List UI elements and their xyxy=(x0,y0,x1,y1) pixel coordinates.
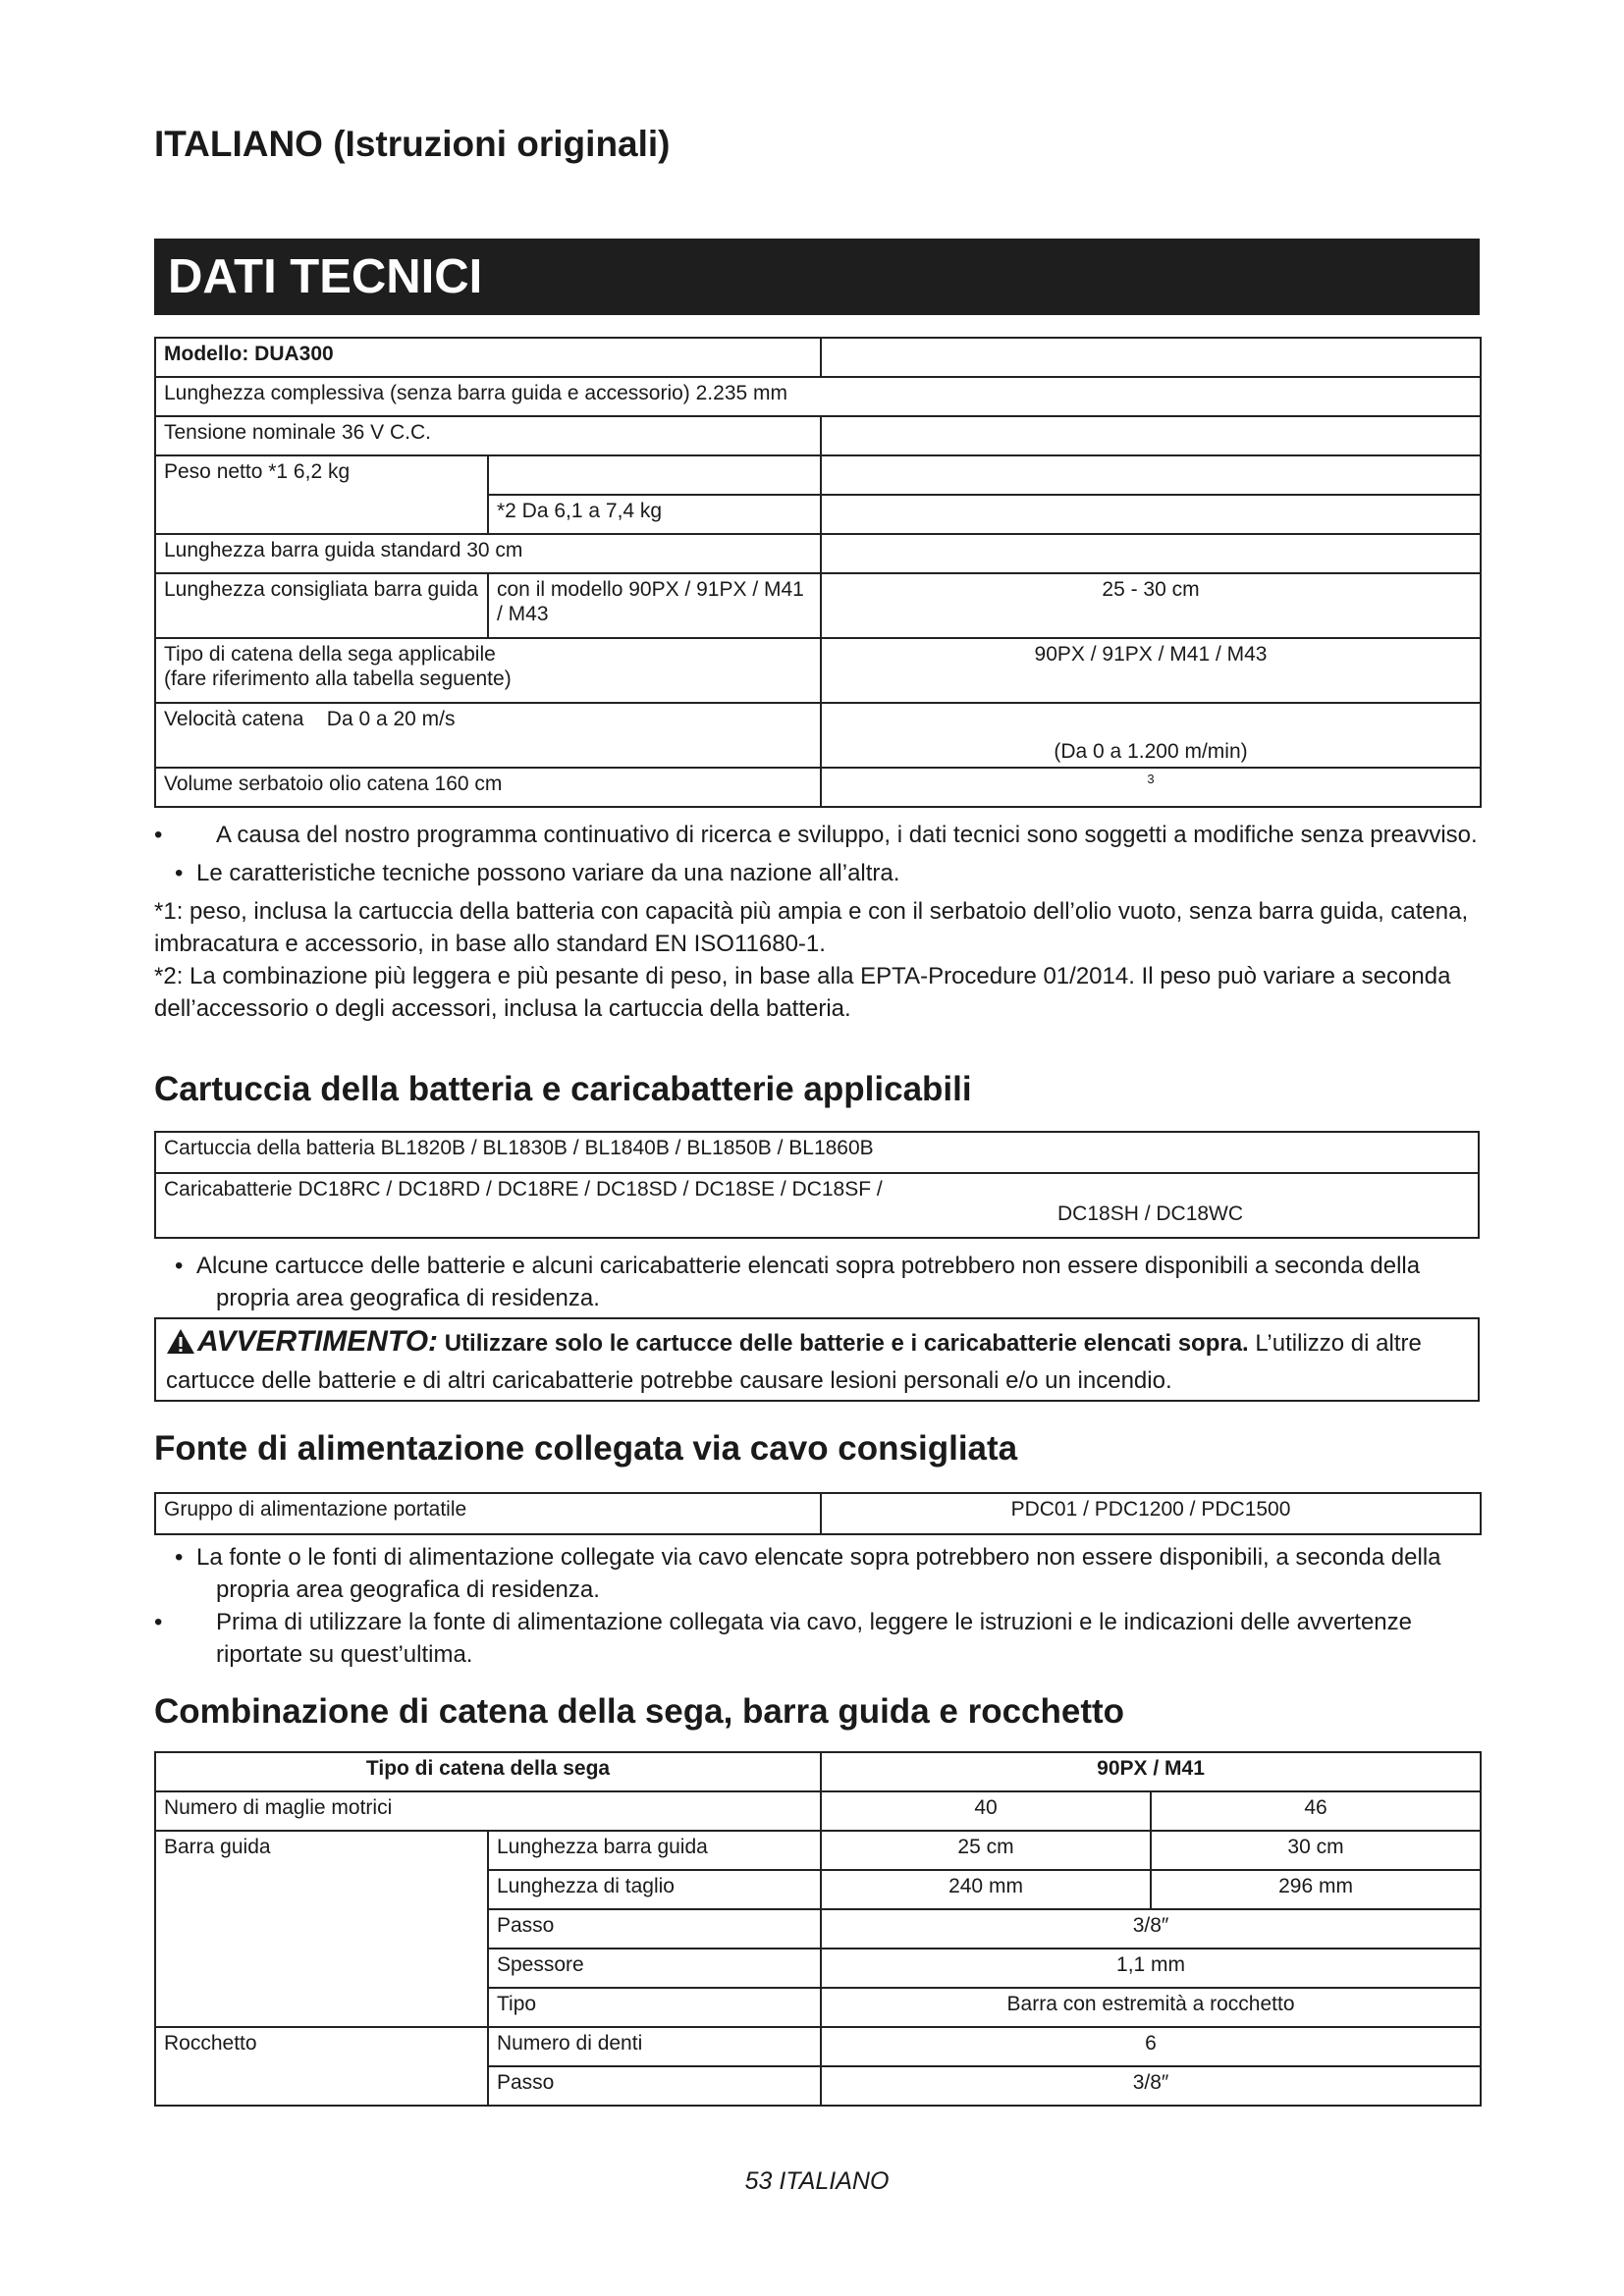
voltage-value-cell xyxy=(821,416,1481,455)
power-note-1: • La fonte o le fonti di alimentazione collegate via cavo elencate sopra potrebbero non essere disponibili, a seconda della propria area geografica di residenza. xyxy=(154,1541,1480,1606)
combo-heading: Combinazione di catena della sega, barra guida e rocchetto xyxy=(154,1692,1125,1731)
bar-length-label-cell: Lunghezza barra guida xyxy=(488,1831,821,1870)
teeth-value-cell: 6 xyxy=(821,2027,1481,2066)
model-value-cell xyxy=(821,338,1481,377)
links-label-cell: Numero di maglie motrici xyxy=(155,1791,821,1831)
chain-speed-label: Velocità catena xyxy=(164,708,304,730)
cut-length-b-cell: 296 mm xyxy=(1151,1870,1481,1909)
battery-note: • Alcune cartucce delle batterie e alcuni caricabatterie elencati sopra potrebbero non essere disponibili a seconda della propria area geografica di residenza. xyxy=(154,1250,1480,1314)
chain-speed-cell xyxy=(155,703,821,768)
cut-length-label-cell: Lunghezza di taglio xyxy=(488,1870,821,1909)
std-bar-cell: Lunghezza barra guida standard 30 cm xyxy=(155,534,821,573)
cut-length-a-cell: 240 mm xyxy=(821,1870,1151,1909)
charger-line-1: Caricabatterie DC18RC / DC18RD / DC18RE / DC18SD / DC18SE / DC18SF / xyxy=(164,1178,883,1201)
chain-speed-value: Da 0 a 20 m/s xyxy=(326,708,456,730)
bar-length-b-cell: 30 cm xyxy=(1151,1831,1481,1870)
specs-banner: DATI TECNICI xyxy=(154,239,1480,315)
type-value-cell: Barra con estremità a rocchetto xyxy=(821,1988,1481,2027)
weight-cell: Peso netto *1 6,2 kg xyxy=(155,455,488,534)
gauge-label-cell: Spessore xyxy=(488,1949,821,1988)
warning-box xyxy=(154,1317,1480,1402)
warning-rest: L’utilizzo di altre cartucce delle batterie e di altri caricabatterie potrebbe causare lesioni personali e/o un incendio. xyxy=(166,1330,1422,1394)
weight-value-cell xyxy=(821,455,1481,495)
rec-bar-model-cell: con il modello 90PX / 91PX / M41 / M43 xyxy=(488,573,821,638)
spec-note-2: • Le caratteristiche tecniche possono variare da una nazione all’altra. xyxy=(154,857,1480,889)
model-cell: Modello: DUA300 xyxy=(155,338,821,377)
links-b-cell: 46 xyxy=(1151,1791,1481,1831)
length-cell: Lunghezza complessiva (senza barra guida e accessorio) 2.235 mm xyxy=(155,377,1481,416)
weight2-value-cell xyxy=(821,495,1481,534)
spec-note-1: • A causa del nostro programma continuativo di ricerca e sviluppo, i dati tecnici sono soggetti a modifiche senza preavviso. xyxy=(154,819,1480,851)
combo-table xyxy=(154,1751,1482,2107)
bullet-icon: • xyxy=(154,822,163,848)
voltage-cell: Tensione nominale 36 V C.C. xyxy=(155,416,821,455)
power-label-cell: Gruppo di alimentazione portatile xyxy=(155,1493,821,1534)
combo-head-type: Tipo di catena della sega xyxy=(155,1752,821,1791)
battery-charger-cell xyxy=(155,1173,1479,1238)
combo-head-model: 90PX / M41 xyxy=(821,1752,1481,1791)
type-label-cell: Tipo xyxy=(488,1988,821,2027)
charger-line-2: DC18SH / DC18WC xyxy=(1057,1202,1244,1225)
sprocket-pitch-value-cell: 3/8″ xyxy=(821,2066,1481,2106)
specs-table xyxy=(154,337,1482,808)
gauge-value-cell: 1,1 mm xyxy=(821,1949,1481,1988)
oil-tank-cell: Volume serbatoio olio catena 160 cm xyxy=(155,768,821,807)
power-table xyxy=(154,1492,1482,1535)
pitch-value-cell: 3/8″ xyxy=(821,1909,1481,1949)
chain-speed-alt-cell: (Da 0 a 1.200 m/min) xyxy=(821,703,1481,768)
chain-type-note: (fare riferimento alla tabella seguente) xyxy=(164,667,512,690)
bullet-icon: • xyxy=(154,1609,163,1635)
bar-label-cell: Barra guida xyxy=(155,1831,488,2027)
sprocket-label-cell: Rocchetto xyxy=(155,2027,488,2106)
chain-type-label: Tipo di catena della sega applicabile xyxy=(164,643,496,666)
power-notes xyxy=(154,1541,1480,1671)
power-heading: Fonte di alimentazione collegata via cavo consigliata xyxy=(154,1429,1018,1468)
rec-bar-value-cell: 25 - 30 cm xyxy=(821,573,1481,638)
weight2-cell: *2 Da 6,1 a 7,4 kg xyxy=(488,495,821,534)
battery-notes xyxy=(154,1250,1480,1314)
teeth-label-cell: Numero di denti xyxy=(488,2027,821,2066)
battery-cartridge-cell: Cartuccia della batteria BL1820B / BL1830B / BL1840B / BL1850B / BL1860B xyxy=(155,1132,1479,1173)
oil-tank-sup-cell: 3 xyxy=(821,768,1481,807)
specs-notes xyxy=(154,819,1480,1025)
bullet-icon: • xyxy=(175,860,184,886)
bullet-icon: • xyxy=(175,1544,184,1571)
bar-length-a-cell: 25 cm xyxy=(821,1831,1151,1870)
chain-type-cell xyxy=(155,638,821,703)
warning-strong: Utilizzare solo le cartucce delle batterie e i caricabatterie elencati sopra. xyxy=(444,1330,1249,1357)
rec-bar-label-cell: Lunghezza consigliata barra guida xyxy=(155,573,488,638)
battery-table xyxy=(154,1131,1480,1239)
bullet-icon: • xyxy=(175,1253,184,1279)
footnote-2: *2: La combinazione più leggera e più pesante di peso, in base alla EPTA-Procedure 01/2014. Il peso può variare a seconda dell’accessorio o degli accessori, inclusa la cartuccia della batteria. xyxy=(154,963,1451,1022)
std-bar-value-cell xyxy=(821,534,1481,573)
footnote-1: *1: peso, inclusa la cartuccia della batteria con capacità più ampia e con il serbatoio dell’olio vuoto, senza barra guida, catena, imbracatura e accessorio, in base allo standard EN ISO11680-1. xyxy=(154,898,1469,957)
power-value-cell: PDC01 / PDC1200 / PDC1500 xyxy=(821,1493,1481,1534)
battery-heading: Cartuccia della batteria e caricabatterie applicabili xyxy=(154,1070,972,1108)
chain-type-value-cell: 90PX / 91PX / M41 / M43 xyxy=(821,638,1481,703)
warning-triangle-icon xyxy=(166,1328,195,1364)
power-note-2: • Prima di utilizzare la fonte di alimentazione collegata via cavo, leggere le istruzioni e le indicazioni delle avvertenze riportate su quest’ultima. xyxy=(154,1606,1480,1671)
sprocket-pitch-label-cell: Passo xyxy=(488,2066,821,2106)
page-title: ITALIANO (Istruzioni originali) xyxy=(154,124,671,164)
weight-empty-cell xyxy=(488,455,821,495)
page-footer: 53 ITALIANO xyxy=(744,2167,890,2195)
warning-label: AVVERTIMENTO: xyxy=(197,1325,439,1358)
pitch-label-cell: Passo xyxy=(488,1909,821,1949)
links-a-cell: 40 xyxy=(821,1791,1151,1831)
